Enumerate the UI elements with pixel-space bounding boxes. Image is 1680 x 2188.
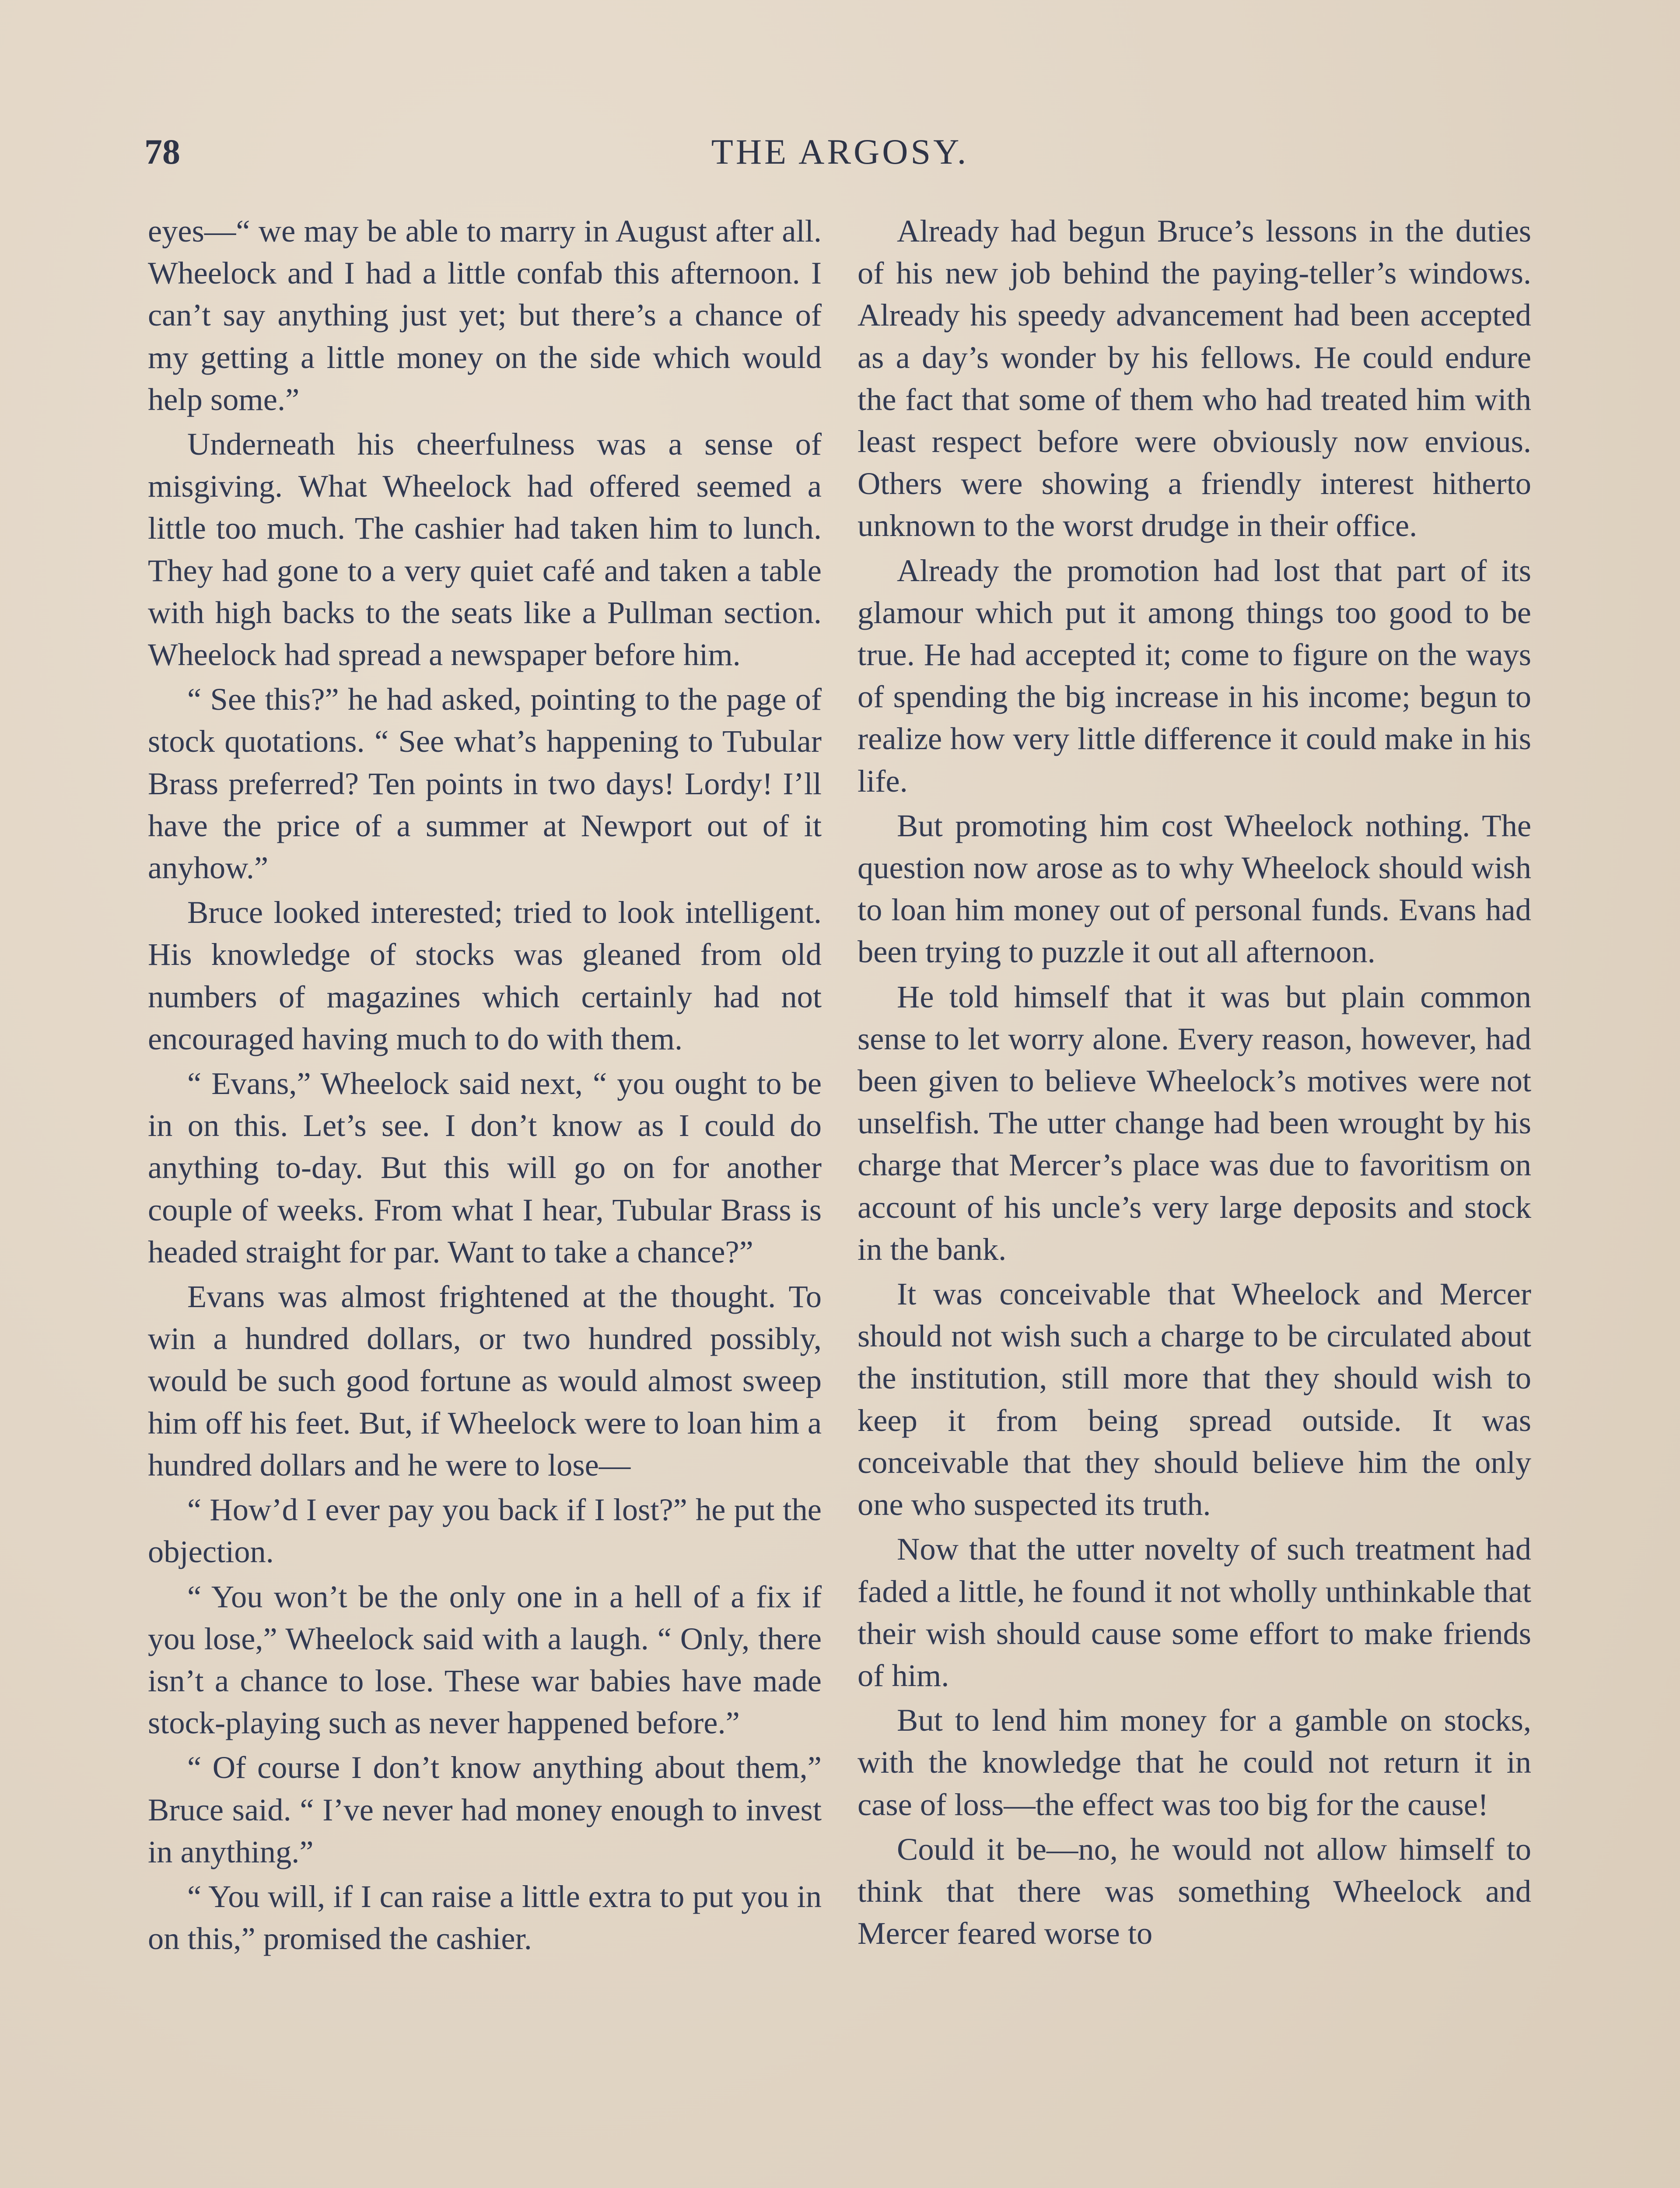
paragraph: “ You will, if I can raise a little extra to put you in on this,” promised the cashier. bbox=[148, 1878, 822, 1957]
paragraph: Evans was almost frightened at the thought. To win a hundred dollars, or two hundred possibly, would be such good fortune as would almost sweep him off his feet. But, if Wheelock were to loan him a hundred dollars and he were to lose— bbox=[148, 1279, 822, 1483]
paragraph: It was conceivable that Wheelock and Mercer should not wish such a charge to be circulated about the institution, still more that they should wish to keep it from being spread outside. It was conceivable that they should believe him the only one who suspected its truth. bbox=[858, 1276, 1531, 1522]
paragraph: “ You won’t be the only one in a hell of a fix if you lose,” Wheelock said with a laugh. “ Only, there isn’t a chance to lose. These war babies have made stock-playing such as never happened before.” bbox=[148, 1578, 822, 1741]
paragraph: “ Of course I don’t know anything about them,” Bruce said. “ I’ve never had money enough to invest in anything.” bbox=[148, 1750, 822, 1869]
running-head: THE ARGOSY. bbox=[711, 132, 969, 172]
paragraph: But promoting him cost Wheelock nothing. The question now arose as to why Wheelock should wish to loan him money out of personal funds. Evans had been trying to puzzle it out all afternoon. bbox=[858, 807, 1531, 970]
paragraph: Could it be—no, he would not allow himself to think that there was something Wheelock and Mercer feared worse to bbox=[858, 1831, 1531, 1951]
paragraph: Already had begun Bruce’s lessons in the duties of his new job behind the paying-teller’s windows. Already his speedy advancement had been accepted as a day’s wonder by his fellows. He could endure the fact that some of them who had treated him with least respect before were obviously now envious. Others were showing a friendly interest hitherto unknown to the worst drudge in their office. bbox=[858, 213, 1531, 543]
paragraph: “ See this?” he had asked, pointing to the page of stock quotations. “ See what’s happening to Tubular Brass preferred? Ten points in two days! Lordy! I’ll have the price of a summer at Newport out of it anyhow.” bbox=[148, 681, 822, 886]
paragraph: “ How’d I ever pay you back if I lost?” he put the objection. bbox=[148, 1492, 822, 1570]
paragraph: Underneath his cheerfulness was a sense of misgiving. What Wheelock had offered seemed a little too much. The cashier had taken him to lunch. They had gone to a very quiet café and taken a table with high backs to the seats like a Pullman section. Wheelock had spread a newspaper before him. bbox=[148, 426, 822, 673]
paragraph: eyes—“ we may be able to marry in August after all. Wheelock and I had a little confab this afternoon. I can’t say anything just yet; but there’s a chance of my getting a little money on the side which would help some.” bbox=[148, 213, 822, 417]
page-number: 78 bbox=[144, 132, 180, 172]
right-column bbox=[858, 210, 1531, 1957]
paragraph: Now that the utter novelty of such treatment had faded a little, he found it not wholly unthinkable that their wish should cause some effort to make friends of him. bbox=[858, 1531, 1531, 1693]
paragraph: But to lend him money for a gamble on stocks, with the knowledge that he could not return it in case of loss—the effect was too big for the cause! bbox=[858, 1702, 1531, 1822]
paragraph: Bruce looked interested; tried to look intelligent. His knowledge of stocks was gleaned from old numbers of magazines which certainly had not encouraged having much to do with them. bbox=[148, 894, 822, 1056]
paragraph: “ Evans,” Wheelock said next, “ you ought to be in on this. Let’s see. I don’t know as I could do anything to-day. But this will go on for another couple of weeks. From what I hear, Tubular Brass is headed straight for par. Want to take a chance?” bbox=[148, 1066, 822, 1269]
paragraph: He told himself that it was but plain common sense to let worry alone. Every reason, however, had been given to believe Wheelock’s motives were not unselfish. The utter change had been wrought by his charge that Mercer’s place was due to favoritism on account of his uncle’s very large deposits and stock in the bank. bbox=[858, 978, 1531, 1267]
left-column bbox=[148, 210, 822, 1962]
paragraph: Already the promotion had lost that part of its glamour which put it among things too good to be true. He had accepted it; come to figure on the ways of spending the big increase in his income; begun to realize how very little difference it could make in his life. bbox=[858, 552, 1531, 799]
